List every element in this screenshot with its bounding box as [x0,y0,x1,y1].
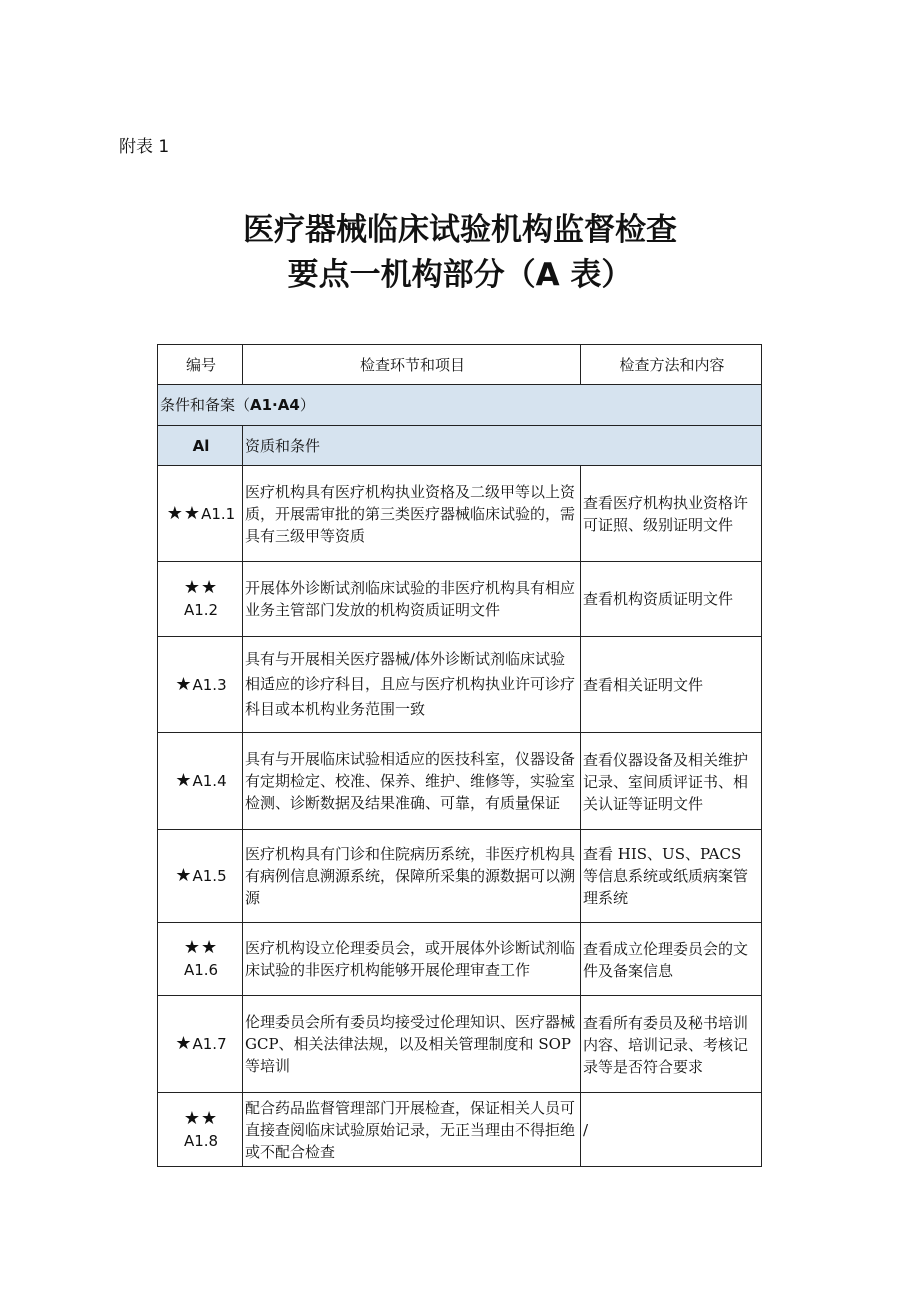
row-id: A1.8 [183,1131,219,1150]
star-icon: ★★ [183,1107,219,1129]
table-row [158,1093,762,1167]
row-item: 医疗机构具有医疗机构执业资格及二级甲等以上资质，开展需审批的第三类医疗器械临床试验的，需具有三级甲等资质 [243,466,581,562]
row-id: A1.7 [192,1035,227,1053]
star-icon: ★★ [183,937,219,958]
attachment-label: 附表 1 [119,137,170,157]
row-item: 伦理委员会所有委员均接受过伦理知识、医疗器械 GCP、相关法律法规，以及相关管理制度和 SOP 等培训 [243,996,581,1093]
row-method: 查看仪器设备及相关维护记录、室间质评证书、相关认证等证明文件 [581,733,762,830]
star-icon: ★ [175,673,193,695]
table-row [158,996,762,1093]
section-cell [158,385,762,426]
row-method: 查看所有委员及秘书培训内容、培训记录、考核记录等是否符合要求 [581,996,762,1093]
row-item: 具有与开展相关医疗器械/体外诊断试剂临床试验相适应的诊疗科目，且应与医疗机构执业许可诊疗科目或本机构业务范围一致 [243,637,581,733]
row-id: A1.6 [183,961,219,979]
row-id-cell [158,733,243,830]
group-label: 资质和条件 [243,426,762,466]
document-title-line-1: 医疗器械临床试验机构监督检查 [243,212,677,248]
row-item: 开展体外诊断试剂临床试验的非医疗机构具有相应业务主管部门发放的机构资质证明文件 [243,562,581,637]
row-id-cell [158,466,243,562]
header-cell-method: 检查方法和内容 [581,345,762,385]
row-id-cell [158,830,243,923]
row-method: 查看机构资质证明文件 [581,562,762,637]
star-icon: ★★ [183,577,219,598]
table-row [158,830,762,923]
row-item: 配合药品监督管理部门开展检查，保证相关人员可直接查阅临床试验原始记录，无正当理由不得拒绝或不配合检查 [243,1093,581,1167]
section-suffix: ） [299,396,315,414]
table-row [158,466,762,562]
row-item: 医疗机构设立伦理委员会，或开展体外诊断试剂临床试验的非医疗机构能够开展伦理审查工作 [243,923,581,996]
section-row [158,385,762,426]
group-id: Al [158,426,243,466]
row-id: A1.3 [192,675,227,694]
table-row [158,637,762,733]
row-method: 查看 HIS、US、PACS 等信息系统或纸质病案管理系统 [581,830,762,923]
row-method: / [581,1093,762,1167]
table-row [158,923,762,996]
header-cell-id: 编号 [158,345,243,385]
row-id: A1.4 [192,772,227,790]
section-code: A1·A4 [250,396,300,414]
group-row [158,426,762,466]
inspection-table [157,344,762,1167]
row-id-cell [158,1093,243,1167]
star-icon: ★ [175,1033,193,1054]
row-id-cell [158,923,243,996]
row-id-cell [158,996,243,1093]
document-title-line-2: 要点一机构部分（A 表） [287,257,633,293]
table-row [158,562,762,637]
row-item: 具有与开展临床试验相适应的医技科室，仪器设备有定期检定、校准、保养、维护、维修等，实验室检测、诊断数据及结果准确、可靠，有质量保证 [243,733,581,830]
table-row [158,733,762,830]
section-prefix: 条件和备案（ [160,396,251,414]
row-id: A1.5 [192,867,227,885]
star-icon: ★ [175,865,193,886]
row-method: 查看成立伦理委员会的文件及备案信息 [581,923,762,996]
row-id: A1.2 [183,601,219,619]
row-method: 查看医疗机构执业资格许可证照、级别证明文件 [581,466,762,562]
star-icon: ★★ [166,502,202,524]
row-id-cell [158,562,243,637]
row-id-cell [158,637,243,733]
row-method: 查看相关证明文件 [581,637,762,733]
table-header-row [158,345,762,385]
row-id: A1.1 [201,504,236,523]
header-cell-item: 检查环节和项目 [243,345,581,385]
row-item: 医疗机构具有门诊和住院病历系统，非医疗机构具有病例信息溯源系统，保障所采集的源数据可以溯源 [243,830,581,923]
star-icon: ★ [175,770,193,791]
